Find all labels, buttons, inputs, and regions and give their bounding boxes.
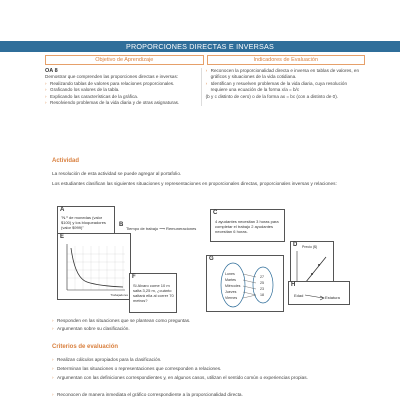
card-h-to: Estatura — [325, 295, 340, 300]
indicators-column — [201, 68, 365, 106]
set-item: 27 — [260, 275, 264, 279]
section-title-actividad: Actividad — [52, 158, 80, 164]
card-h-from: Edad — [294, 293, 304, 298]
card-label: E — [60, 234, 65, 240]
card-g-left-set — [225, 271, 240, 301]
card-g — [206, 255, 284, 312]
oa-intro: Demostrar que comprenden las proporciones directas e inversas: — [45, 74, 179, 80]
card-a-text: "N.º de monedas (valor $100) y los bloqueadores (valor $999)" — [61, 215, 106, 230]
list-item-continuation: (b y c distinto de cero) o de la forma ax = bc (con a distinto de 0). — [205, 93, 339, 99]
card-g-right-set — [260, 274, 264, 298]
card-e-x-axis: Trabajadores — [110, 293, 128, 297]
list-item: › Reconocen la proporcionalidad directa e inversa en tablas de valores, en gráficos y situaciones de la vida cotidiana. — [206, 68, 365, 81]
list-item: › Explicando las características de la gráfica. — [45, 94, 195, 100]
list-item: › Realizan cálculos apropiados para la clasificación. — [52, 357, 357, 364]
header-objective: Objetivo de Aprendizaje — [45, 55, 204, 65]
page-banner — [0, 41, 400, 52]
set-item: 25 — [260, 281, 264, 285]
card-label: G — [209, 256, 214, 262]
card-g-diagram — [207, 256, 283, 311]
card-label: A — [60, 207, 65, 213]
actividad-paragraph-1: La resolución de esta actividad se puede agregar al portafolio. — [52, 171, 182, 176]
list-item: › Reconocen de manera inmediata el gráfico correspondiente a la proporcionalidad directa. — [52, 392, 357, 399]
objective-column — [45, 68, 195, 106]
section-title-criterios: Criterios de evaluación — [52, 344, 119, 350]
oa-code: OA 8 — [45, 68, 58, 74]
card-e — [57, 233, 131, 300]
set-item: 18 — [260, 293, 264, 297]
set-item: Martes — [225, 278, 236, 282]
card-label: H — [291, 282, 296, 288]
set-item: Miércoles — [225, 284, 241, 288]
table-body — [45, 68, 365, 106]
header-indicators: Indicadores de Evaluación — [207, 55, 366, 65]
list-item: › Determinan las situaciones o representaciones que corresponden a relaciones. — [52, 366, 357, 373]
card-f — [129, 273, 177, 313]
arrow-icon — [305, 291, 325, 301]
set-item: Lunes — [225, 272, 235, 276]
set-item: Viernes — [225, 296, 238, 300]
list-item: › Responden en las situaciones que se plantean como preguntas. — [52, 318, 357, 325]
objectives-table — [45, 55, 365, 106]
card-label: C — [213, 210, 218, 216]
card-c — [210, 209, 285, 242]
card-label: F — [132, 274, 136, 280]
card-label: B — [119, 222, 124, 228]
card-c-text: 4 ayudantes necesitan 3 horas para completar el trabajo 2 ayudantes necesitan 6 horas. — [215, 219, 279, 234]
set-item: 23 — [260, 287, 264, 291]
list-item: › Graficando los valores de la tabla. — [45, 87, 195, 93]
set-item: Jueves — [225, 290, 237, 294]
card-a — [57, 206, 115, 234]
card-h — [288, 281, 350, 305]
list-item: › Argumentan con las definiciones correspondientes y, en algunos casos, utilizan el sentido común o experiencias propias. — [52, 375, 357, 381]
card-label: D — [293, 242, 298, 248]
list-item: › Realizando tablas de valores para relaciones proporcionales. — [45, 81, 195, 87]
card-d-axis: Precio ($) — [302, 245, 318, 249]
table-header — [45, 55, 365, 65]
list-item: › Identifican y resuelven problemas de la vida diaria, cuya resolución requiere una ecuación de la forma x/a = b/c — [206, 81, 365, 94]
card-b-text: Tiempo de trabajo ⟶ Remuneraciones — [126, 226, 197, 231]
banner-title: PROPORCIONES DIRECTAS E INVERSAS — [125, 42, 275, 51]
card-f-text: Si Alvaro come 10 m salta 3,25 m, ¿cuánto saltará ella al correr 70 metros? — [133, 283, 174, 303]
list-item: › Argumentan sobre su clasificación. — [52, 326, 357, 333]
card-e-graph — [59, 236, 129, 296]
actividad-paragraph-2: Los estudiantes clasifican las siguientes situaciones y representaciones en proporcionales directas, proporcionales inversas y relaciones: — [52, 181, 337, 186]
list-item: › Resolviendo problemas de la vida diaria y de otras asignaturas. — [45, 100, 195, 106]
